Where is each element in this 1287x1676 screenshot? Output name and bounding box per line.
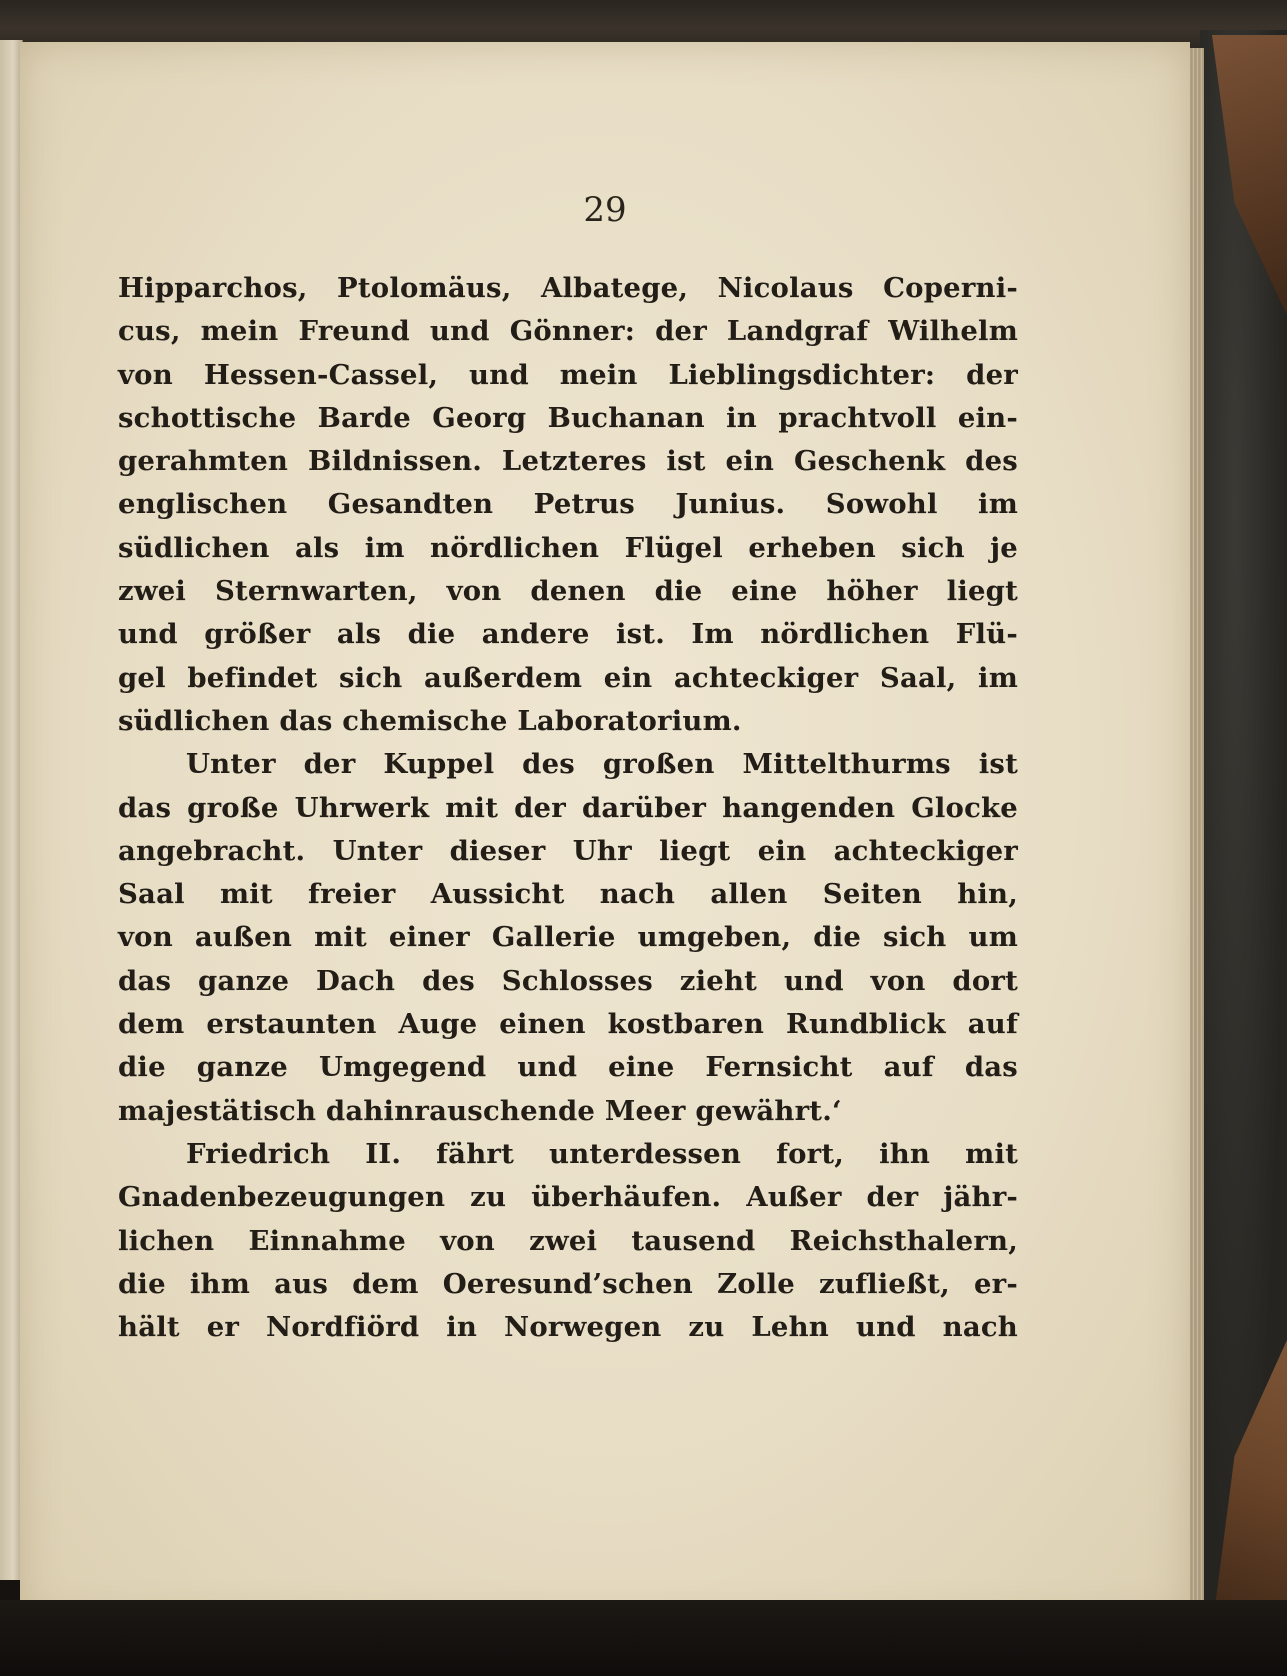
book-cover-top-edge [0,0,1287,48]
scan-bottom-background [0,1600,1287,1676]
text-line: gerahmten Bildnissen. Letzteres ist ein Geschenk des [118,445,1018,478]
text-line: das große Uhrwerk mit der darüber hangenden Glocke [118,791,1018,824]
text-line: südlichen als im nördlichen Flügel erheben sich je [118,531,1018,564]
text-line: Gnadenbezeugungen zu überhäufen. Außer der jähr- [118,1181,1018,1214]
text-line: die ihm aus dem Oeresund’schen Zolle zufließt, er- [118,1267,1018,1300]
book-page [20,42,1190,1622]
text-line: dem erstaunten Auge einen kostbaren Rundblick auf [118,1008,1018,1041]
text-line: englischen Gesandten Petrus Junius. Sowohl im [118,488,1018,521]
text-line: Friedrich II. fährt unterdessen fort, ihn mit [186,1137,1018,1170]
paragraph [118,743,1018,1133]
body-text [118,267,1018,1349]
text-line: das ganze Dach des Schlosses zieht und von dort [118,964,1018,997]
paragraph [118,267,1018,743]
text-line: cus, mein Freund und Gönner: der Landgraf Wilhelm [118,315,1018,348]
text-line: Hipparchos, Ptolomäus, Albatege, Nicolaus Coperni- [118,272,1018,304]
text-line: gel befindet sich außerdem ein achteckiger Saal, im [118,661,1018,694]
text-line: von Hessen-Cassel, und mein Lieblingsdichter: der [118,358,1018,391]
text-line: hält er Nordfiörd in Norwegen zu Lehn und nach [118,1311,1018,1344]
page-number: 29 [583,190,627,230]
paragraph [118,1133,1018,1349]
text-line: zwei Sternwarten, von denen die eine höher liegt [118,575,1018,608]
text-line: angebracht. Unter dieser Uhr liegt ein achteckiger [118,834,1018,867]
text-line: schottische Barde Georg Buchanan in prachtvoll ein- [118,401,1018,434]
text-line: Unter der Kuppel des großen Mittelthurms ist [186,748,1018,781]
text-line: die ganze Umgegend und eine Fernsicht auf das [118,1051,1018,1084]
text-line: von außen mit einer Gallerie umgeben, die sich um [118,921,1018,954]
text-line: südlichen das chemische Laboratorium. [118,704,742,737]
text-line: Saal mit freier Aussicht nach allen Seiten hin, [118,878,1018,911]
text-line: majestätisch dahinrauschende Meer gewährt.‘ [118,1094,842,1127]
text-line: und größer als die andere ist. Im nördlichen Flü- [118,618,1018,651]
text-line: lichen Einnahme von zwei tausend Reichsthalern, [118,1224,1018,1257]
page-stack-edges [1188,48,1204,1608]
